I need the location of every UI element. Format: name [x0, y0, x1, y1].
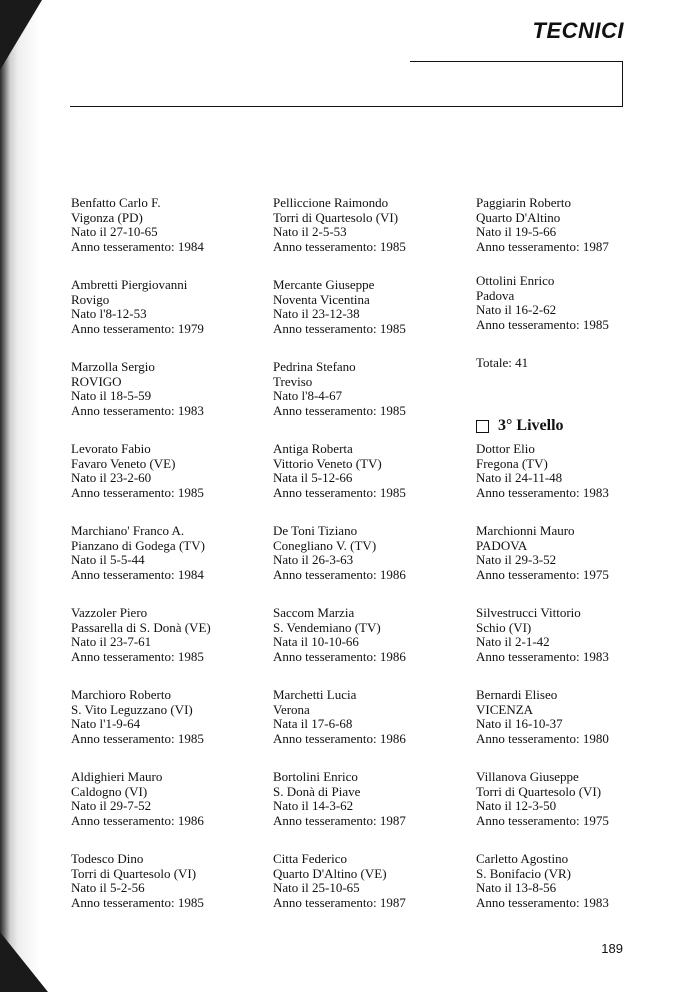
- entry-name: Benfatto Carlo F.: [71, 195, 161, 210]
- entry-city: Torri di Quartesolo (VI): [476, 783, 602, 799]
- entry-name: Levorato Fabio: [71, 441, 151, 456]
- list-item: [273, 606, 473, 688]
- entry-year: Anno tesseramento: 1983: [476, 484, 609, 500]
- entry-city: Conegliano V. (TV): [273, 537, 377, 553]
- entry-year: Anno tesseramento: 1987: [273, 894, 406, 910]
- entry-year: Anno tesseramento: 1979: [71, 320, 204, 336]
- list-item: [273, 688, 473, 770]
- entry-birth: Nato il 5-2-56: [71, 880, 145, 895]
- entry-city: PADOVA: [476, 537, 528, 553]
- entry-city: VICENZA: [476, 701, 534, 717]
- entry-birth: Nato il 23-7-61: [71, 634, 152, 649]
- entry-year: Anno tesseramento: 1985: [273, 320, 406, 336]
- list-item: [71, 360, 271, 442]
- entry-city: Treviso: [273, 373, 313, 389]
- entry-birth: Nata il 10-10-66: [273, 634, 359, 649]
- list-item: [273, 442, 473, 524]
- entry-year: Anno tesseramento: 1985: [273, 402, 406, 418]
- entry-city: Torri di Quartesolo (VI): [71, 865, 197, 881]
- entry-name: Villanova Giuseppe: [476, 769, 579, 784]
- entry-name: Pedrina Stefano: [273, 359, 356, 374]
- header-frame: [410, 61, 623, 106]
- entry-city: Quarto D'Altino: [476, 209, 561, 225]
- entry-city: Verona: [273, 701, 310, 717]
- entry-name: Bernardi Eliseo: [476, 687, 558, 702]
- total-count: Totale: 41: [476, 355, 529, 370]
- entry-birth: Nato il 16-10-37: [476, 716, 563, 731]
- entry-city: Torri di Quartesolo (VI): [273, 209, 399, 225]
- entry-city: Quarto D'Altino (VE): [273, 865, 387, 881]
- entry-name: Antiga Roberta: [273, 441, 353, 456]
- list-item: [273, 852, 473, 934]
- book-spine-shadow: [0, 0, 46, 992]
- entry-name: Aldighieri Mauro: [71, 769, 163, 784]
- entry-name: Saccom Marzia: [273, 605, 355, 620]
- list-item: [71, 278, 271, 360]
- entry-city: Vigonza (PD): [71, 209, 143, 225]
- entry-city: Vittorio Veneto (TV): [273, 455, 382, 471]
- entry-name: Marchioro Roberto: [71, 687, 172, 702]
- entry-birth: Nato il 26-3-63: [273, 552, 354, 567]
- entry-city: S. Vendemiano (TV): [273, 619, 381, 635]
- entry-birth: Nato il 14-3-62: [273, 798, 354, 813]
- header-rule: [70, 106, 623, 107]
- spine-bottom-shadow: [0, 932, 48, 992]
- entry-city: S. Donà di Piave: [273, 783, 361, 799]
- list-item: [476, 274, 676, 356]
- entry-year: Anno tesseramento: 1983: [476, 648, 609, 664]
- entry-city: S. Vito Leguzzano (VI): [71, 701, 193, 717]
- list-item: [71, 524, 271, 606]
- list-item: [476, 442, 676, 524]
- entry-birth: Nato l'1-9-64: [71, 716, 141, 731]
- entry-name: Bortolini Enrico: [273, 769, 358, 784]
- list-item: [71, 852, 271, 934]
- entry-birth: Nato il 2-5-53: [273, 224, 347, 239]
- list-item: [476, 770, 676, 852]
- entry-birth: Nato il 2-1-42: [476, 634, 550, 649]
- list-item: [476, 688, 676, 770]
- entry-year: Anno tesseramento: 1986: [273, 648, 406, 664]
- entry-name: Citta Federico: [273, 851, 348, 866]
- entry-name: Vazzoler Piero: [71, 605, 148, 620]
- entry-birth: Nato l'8-4-67: [273, 388, 343, 403]
- entry-city: Caldogno (VI): [71, 783, 148, 799]
- entry-birth: Nato il 12-3-50: [476, 798, 557, 813]
- entry-birth: Nato il 18-5-59: [71, 388, 152, 403]
- entry-birth: Nato il 16-2-62: [476, 302, 557, 317]
- entry-year: Anno tesseramento: 1984: [71, 238, 204, 254]
- entry-city: Padova: [476, 287, 515, 303]
- entry-name: Marchionni Mauro: [476, 523, 575, 538]
- checkbox-square-icon: [476, 420, 489, 433]
- entry-name: Dottor Elio: [476, 441, 535, 456]
- entry-city: Noventa Vicentina: [273, 291, 370, 307]
- entry-birth: Nato l'8-12-53: [71, 306, 147, 321]
- entry-birth: Nato il 27-10-65: [71, 224, 158, 239]
- entry-birth: Nato il 23-2-60: [71, 470, 152, 485]
- entry-city: Fregona (TV): [476, 455, 548, 471]
- entry-name: Marchetti Lucia: [273, 687, 357, 702]
- list-item: [71, 606, 271, 688]
- entry-name: Carletto Agostino: [476, 851, 569, 866]
- level-heading-text: 3° Livello: [498, 417, 564, 434]
- entry-year: Anno tesseramento: 1975: [476, 812, 609, 828]
- list-item: [71, 770, 271, 852]
- entry-year: Anno tesseramento: 1986: [273, 730, 406, 746]
- column-1: [71, 196, 271, 934]
- entry-year: Anno tesseramento: 1983: [476, 894, 609, 910]
- entry-year: Anno tesseramento: 1985: [273, 238, 406, 254]
- column-2: [273, 196, 473, 934]
- entry-year: Anno tesseramento: 1986: [71, 812, 204, 828]
- entry-city: ROVIGO: [71, 373, 122, 389]
- entry-year: Anno tesseramento: 1984: [71, 566, 204, 582]
- entry-year: Anno tesseramento: 1987: [273, 812, 406, 828]
- entry-name: Ambretti Piergiovanni: [71, 277, 188, 292]
- entry-year: Anno tesseramento: 1980: [476, 730, 609, 746]
- entry-year: Anno tesseramento: 1985: [71, 484, 204, 500]
- list-item: [273, 278, 473, 360]
- entry-name: Mercante Giuseppe: [273, 277, 375, 292]
- entry-birth: Nato il 25-10-65: [273, 880, 360, 895]
- entry-city: S. Bonifacio (VR): [476, 865, 571, 881]
- entry-name: Paggiarin Roberto: [476, 195, 571, 210]
- entry-birth: Nato il 29-3-52: [476, 552, 557, 567]
- list-item: [71, 196, 271, 278]
- entry-birth: Nato il 5-5-44: [71, 552, 145, 567]
- column-3: [476, 196, 676, 934]
- list-item: [71, 688, 271, 770]
- entry-birth: Nata il 17-6-68: [273, 716, 353, 731]
- entry-birth: Nato il 23-12-38: [273, 306, 360, 321]
- entry-city: Schio (VI): [476, 619, 532, 635]
- entry-city: Pianzano di Godega (TV): [71, 537, 205, 553]
- entry-name: Marchiano' Franco A.: [71, 523, 185, 538]
- entry-birth: Nata il 5-12-66: [273, 470, 353, 485]
- level-3-list: [476, 442, 676, 934]
- list-item: [476, 524, 676, 606]
- list-item: [273, 360, 473, 442]
- list-item: [273, 524, 473, 606]
- entry-year: Anno tesseramento: 1985: [71, 894, 204, 910]
- entry-city: Passarella di S. Donà (VE): [71, 619, 211, 635]
- list-item: [476, 606, 676, 688]
- entry-city: Rovigo: [71, 291, 110, 307]
- page-number: 189: [601, 941, 623, 956]
- entry-year: Anno tesseramento: 1975: [476, 566, 609, 582]
- entry-name: Marzolla Sergio: [71, 359, 155, 374]
- entry-year: Anno tesseramento: 1985: [476, 316, 609, 332]
- entry-year: Anno tesseramento: 1987: [476, 238, 609, 254]
- entry-name: Ottolini Enrico: [476, 273, 555, 288]
- list-item: [476, 852, 676, 934]
- level-heading: [476, 410, 676, 442]
- entry-year: Anno tesseramento: 1985: [71, 648, 204, 664]
- entry-year: Anno tesseramento: 1983: [71, 402, 204, 418]
- entry-name: Todesco Dino: [71, 851, 144, 866]
- entry-city: Favaro Veneto (VE): [71, 455, 176, 471]
- entry-year: Anno tesseramento: 1985: [71, 730, 204, 746]
- spine-top-shadow: [0, 0, 42, 70]
- entry-birth: Nato il 29-7-52: [71, 798, 152, 813]
- page-title: TECNICI: [532, 18, 624, 43]
- entry-birth: Nato il 19-5-66: [476, 224, 557, 239]
- list-item: [273, 196, 473, 278]
- entry-birth: Nato il 13-8-56: [476, 880, 557, 895]
- entry-name: Pelliccione Raimondo: [273, 195, 389, 210]
- entry-birth: Nato il 24-11-48: [476, 470, 563, 485]
- list-item: [273, 770, 473, 852]
- entry-year: Anno tesseramento: 1986: [273, 566, 406, 582]
- entry-name: De Toni Tiziano: [273, 523, 358, 538]
- list-item: [476, 196, 676, 274]
- entry-name: Silvestrucci Vittorio: [476, 605, 581, 620]
- entry-year: Anno tesseramento: 1985: [273, 484, 406, 500]
- list-item: [71, 442, 271, 524]
